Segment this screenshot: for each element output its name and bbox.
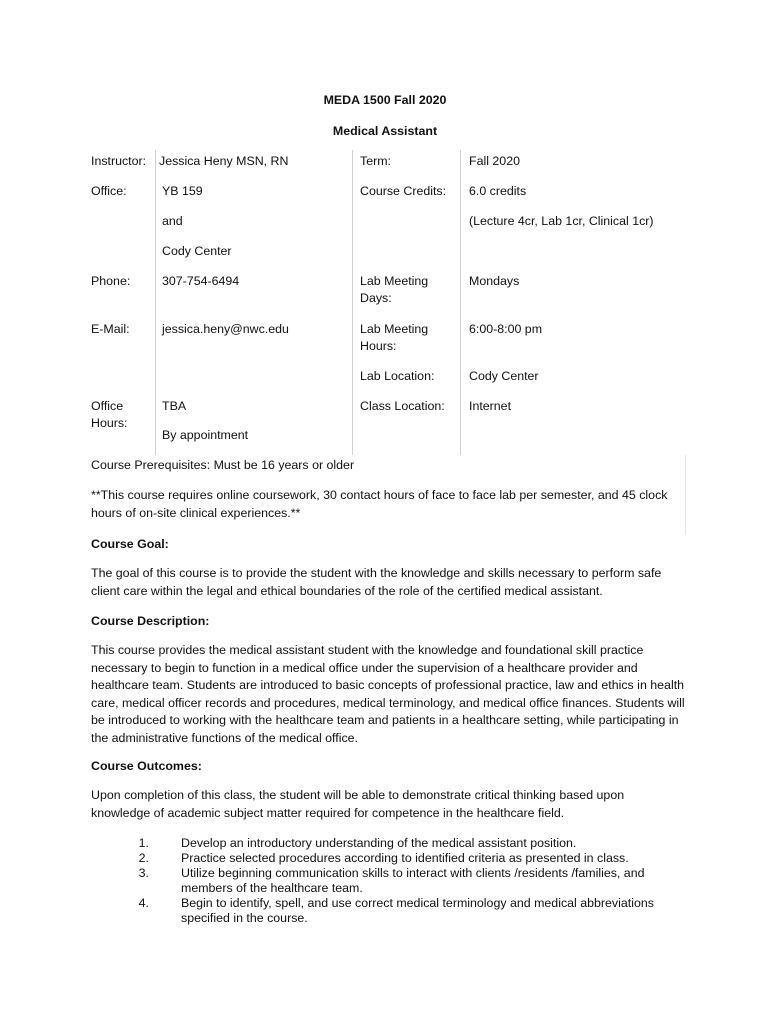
description-heading: Course Description: (91, 614, 210, 628)
table-divider-left (155, 150, 156, 455)
office-hours-label-2: Hours: (91, 416, 128, 430)
lab-days-label-2: Days: (360, 291, 392, 305)
instructor-label: Instructor: (91, 154, 147, 168)
outcome-text: Utilize beginning communication skills to interact with clients /residents /families, and members of the healthcare team. (181, 866, 645, 895)
outcome-number: 4. (138, 896, 149, 910)
outcome-text: Practice selected procedures according to identified criteria as presented in class. (181, 851, 629, 865)
outcome-text: Develop an introductory understanding of the medical assistant position. (181, 836, 577, 850)
lab-hours-value: 6:00-8:00 pm (469, 322, 543, 336)
class-location-value: Internet (469, 399, 512, 413)
credits-label: Course Credits: (360, 184, 447, 198)
lab-location-label: Lab Location: (360, 369, 435, 383)
office-value-3: Cody Center (162, 244, 232, 258)
office-value-1: YB 159 (162, 184, 203, 198)
term-value: Fall 2020 (469, 154, 520, 168)
lab-hours-label-1: Lab Meeting (360, 322, 429, 336)
office-hours-value-2: By appointment (162, 428, 249, 442)
course-title: MEDA 1500 Fall 2020 (323, 93, 447, 107)
program-title: Medical Assistant (332, 124, 438, 138)
table-divider-middle (352, 150, 353, 455)
goal-text: The goal of this course is to provide the student with the knowledge and skills necessary to perform safe client care within the legal and ethical boundaries of the role of the certified medical assistant. (91, 566, 662, 598)
office-hours-value-1: TBA (162, 399, 187, 413)
goal-heading: Course Goal: (91, 537, 169, 551)
lab-location-value: Cody Center (469, 369, 539, 383)
class-location-label: Class Location: (360, 399, 445, 413)
instructor-value: Jessica Heny MSN, RN (159, 154, 289, 168)
course-prerequisites: Course Prerequisites: Must be 16 years or older (91, 458, 355, 472)
outcome-number: 2. (138, 851, 149, 865)
requirements-note: **This course requires online coursework, 30 contact hours of face to face lab per semester, and 45 clock hours of on-site clinical experiences.** (91, 488, 668, 520)
lab-days-value: Mondays (469, 274, 520, 288)
phone-label: Phone: (91, 274, 131, 288)
office-value-2: and (162, 214, 183, 228)
outcome-number: 1. (138, 836, 149, 850)
office-label: Office: (91, 184, 127, 198)
office-hours-label-1: Office (91, 399, 124, 413)
credits-breakdown: (Lecture 4cr, Lab 1cr, Clinical 1cr) (469, 214, 654, 228)
lab-days-label-1: Lab Meeting (360, 274, 429, 288)
outcome-number: 3. (138, 866, 149, 880)
phone-value: 307-754-6494 (162, 274, 240, 288)
outcome-text: Begin to identify, spell, and use correct medical terminology and medical abbreviations specified in the course. (181, 896, 654, 925)
outcomes-heading: Course Outcomes: (91, 759, 202, 773)
lab-hours-label-2: Hours: (360, 339, 397, 353)
outcomes-intro: Upon completion of this class, the student will be able to demonstrate critical thinking based upon knowledge of academic subject matter required for competence in the healthcare field. (91, 788, 625, 820)
table-divider-right (460, 150, 461, 455)
description-text: This course provides the medical assistant student with the knowledge and foundational skill practice necessary to begin to function in a medical office under the supervision of a healthcare provider and healthcare team. Students are introduced to basic concepts of professional practice, law and ethics in health care, medical officer records and procedures, medical terminology, and medical office finances. Students will be introduced to working with the healthcare team and patients in a healthcare setting, while participating in the administrative functions of the medical office. (91, 643, 685, 745)
email-value: jessica.heny@nwc.edu (162, 322, 289, 336)
term-label: Term: (360, 154, 391, 168)
email-label: E-Mail: (91, 322, 130, 336)
credits-value: 6.0 credits (469, 184, 527, 198)
